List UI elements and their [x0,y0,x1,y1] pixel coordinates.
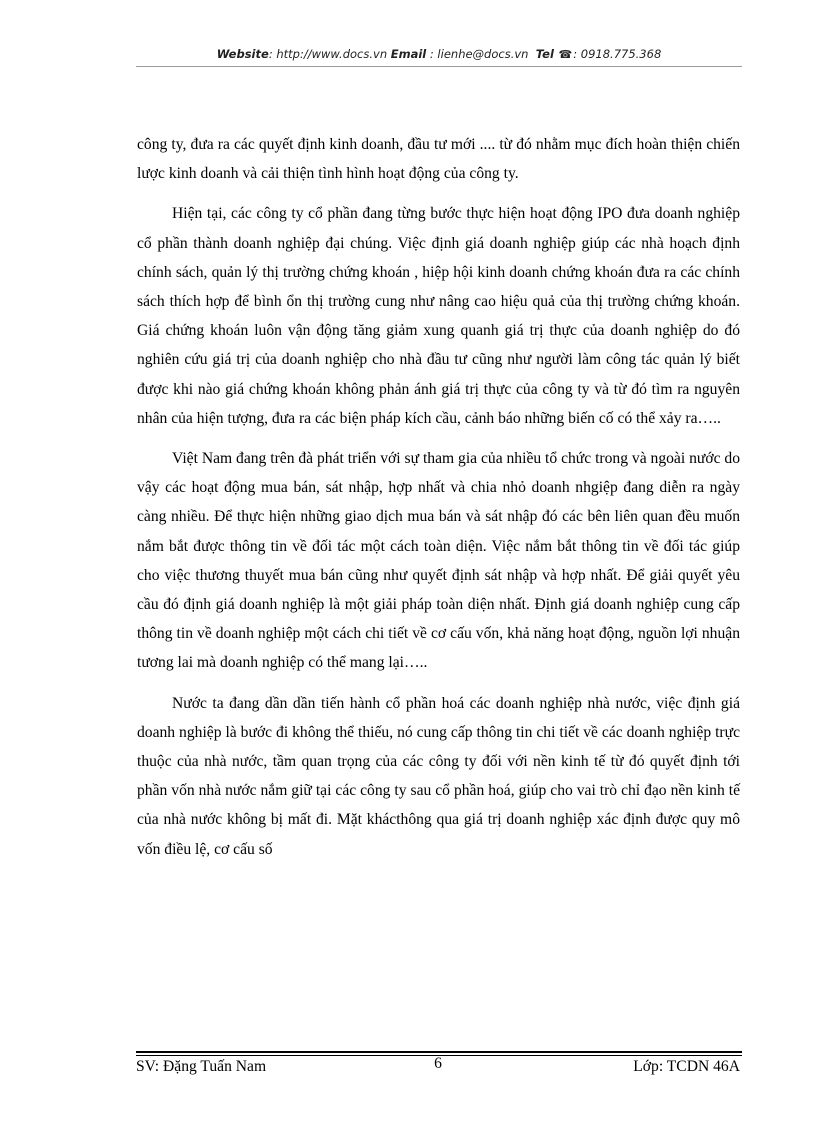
website-label: Website [216,47,269,61]
email-value: : lienhe@docs.vn [429,47,529,61]
footer-student-name: SV: Đặng Tuấn Nam [136,1058,267,1075]
tel-value: : 0918.775.368 [573,47,662,61]
paragraph: Việt Nam đang trên đà phát triển với sự tham gia của nhiều tổ chức trong và ngoài nước do vậy các hoạt động mua bán, sát nhập, hợp nhất và chia nhỏ doanh nhgiệp đang diễn ra ngày càng nhiều. Để thực hiện những giao dịch mua bán và sát nhập đó các bên liên quan đều muốn nắm bắt được thông tin về đối tác một cách toàn diện. Việc nắm bắt thông tin về đối tác giúp cho việc thương thuyết mua bán cũng như quyết định sát nhập và hợp nhất. Để giải quyết yêu cầu đó định giá doanh nghiệp là một giải pháp toàn diện nhất. Định giá doanh nghiệp cung cấp thông tin về doanh nghiệp một cách chi tiết về cơ cấu vốn, khả năng hoạt động, nguồn lợi nhuận tương lai mà doanh nghiệp có thể mang lại….. [137,450,740,672]
footer-class: Lớp: TCDN 46A [633,1058,740,1075]
tel-label: Tel [535,47,554,61]
paragraph: Nước ta đang dần dần tiến hành cổ phần hoá các doanh nghiệp nhà nước, việc định giá doanh nghiệp là bước đi không thể thiếu, nó cung cấp thông tin chi tiết về các doanh nghiệp trực thuộc của nhà nước, tầm quan trọng của các công ty đối với nền kinh tế từ đó quyết định tới phần vốn nhà nước nắm giữ tại các công ty sau cổ phần hoá, giúp cho vai trò chỉ đạo nền kinh tế của nhà nước không bị mất đi. Mặt khácthông qua giá trị doanh nghiệp xác định được quy mô vốn điều lệ, cơ cấu số [137,694,740,858]
paragraph: công ty, đưa ra các quyết định kinh doanh, đầu tư mới .... từ đó nhằm mục đích hoàn thiện chiến lược kinh doanh và cải thiện tình hình hoạt động của công ty. [137,136,740,183]
header-divider [136,66,742,67]
page-header [136,47,742,61]
page-number: 6 [434,1055,442,1072]
document-body [137,130,740,875]
paragraph: Hiện tại, các công ty cổ phần đang từng bước thực hiện hoạt động IPO đưa doanh nghiệp cổ phần thành doanh nghiệp đại chúng. Việc định giá doanh nghiệp giúp các nhà hoạch định chính sách, quản lý thị trường chứng khoán , hiệp hội kinh doanh chứng khoán đưa ra các chính sách thích hợp để bình ổn thị trường cung như nâng cao hiệu quả của thị trường chứng khoán. Giá chứng khoán luôn vận động tăng giảm xung quanh giá trị thực của doanh nghiệp do đó nghiên cứu giá trị của doanh nghiệp cho nhà đầu tư cũng như người làm công tác quản lý biết được khi nào giá chứng khoán không phản ánh giá trị thực của công ty và từ đó tìm ra nguyên nhân của hiện tượng, đưa ra các biện pháp kích cầu, cảnh báo những biến cố có thể xảy ra….. [137,205,740,427]
website-value: : http://www.docs.vn [268,47,388,61]
footer-divider-thick [136,1051,742,1053]
telephone-icon: ☎ [558,48,573,61]
email-label: Email [390,47,427,61]
